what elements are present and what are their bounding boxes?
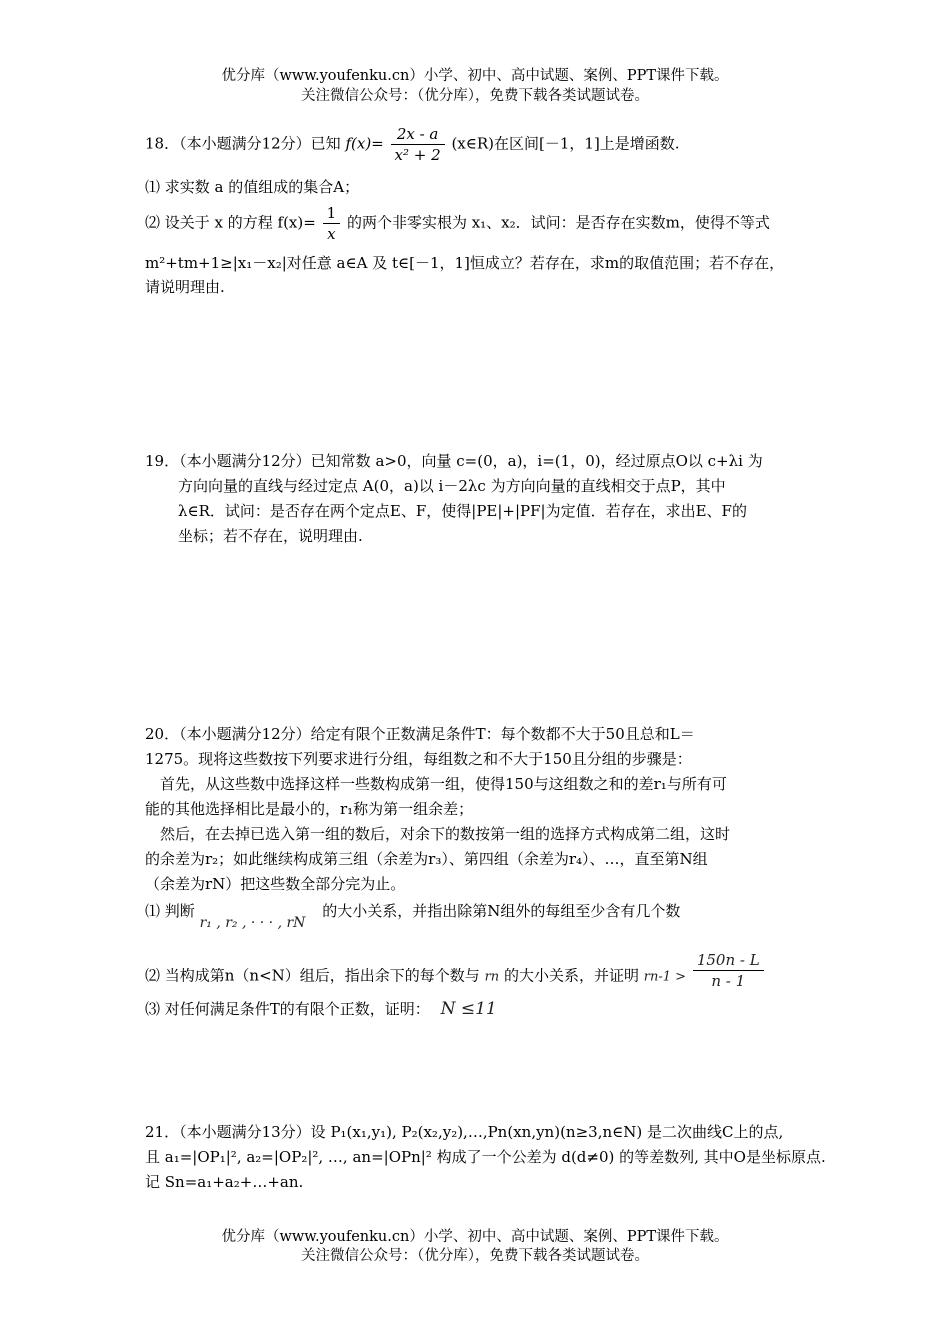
q20-part2-rn1: rn-1 > <box>643 969 687 985</box>
q18-part2-frac-den: x <box>327 225 336 243</box>
q20-line-3: 首先，从这些数中选择这样一些数构成第一组，使得150与这组数之和的差r₁与所有可 <box>160 775 727 793</box>
q20-part1-b: 的大小关系，并指出除第N组外的每组至少含有几个数 <box>322 902 681 920</box>
q20-part3-a: ⑶ 对任何满足条件T的有限个正数，证明： <box>145 1000 430 1018</box>
q18-stem <box>145 124 680 165</box>
q18-part2-a: ⑵ 设关于 x 的方程 f(x)= <box>145 213 316 232</box>
header-line-2: 关注微信公众号：（优分库），免费下载各类试题试卷。 <box>301 88 649 104</box>
q18-part1: ⑴ 求实数 a 的值组成的集合A； <box>145 178 360 196</box>
q20-part2-fraction <box>693 950 764 991</box>
q19-line-4: 坐标；若不存在，说明理由. <box>178 527 363 545</box>
q18-part2-fraction <box>323 203 341 244</box>
q21-line-1: 21．（本小题满分13分）设 P₁(x₁,y₁), P₂(x₂,y₂),…,Pn(xn,yn)(n≥3,n∈N) 是二次曲线C上的点, <box>145 1123 784 1141</box>
q20-line-7: （余差为rN）把这些数全部分完为止。 <box>145 875 406 893</box>
q20-part2-rn: rn <box>484 969 500 985</box>
q18-frac-den: x² + 2 <box>394 146 441 164</box>
q21-line-2: 且 a₁=|OP₁|², a₂=|OP₂|², …, an=|OPn|² 构成了一个公差为 d(d≠0) 的等差数列, 其中O是坐标原点. <box>145 1148 826 1166</box>
q19-line-2: 方向向量的直线与经过定点 A(0，a)以 i－2λc 为方向向量的直线相交于点P，其中 <box>178 477 726 495</box>
q18-suffix: (x∈R)在区间[－1，1]上是增函数. <box>451 134 680 153</box>
q20-part3-math: N ≤11 <box>440 999 497 1019</box>
q20-part2-frac-den: n - 1 <box>711 972 746 990</box>
q18-part2 <box>145 203 770 244</box>
q20-part2 <box>145 951 766 997</box>
q18-frac-num: 2x - a <box>391 124 445 145</box>
q19-line-3: λ∈R．试问：是否存在两个定点E、F，使得|PE|+|PF|为定值．若存在，求出E、F的 <box>178 502 747 520</box>
q20-part1-a: ⑴ 判断 <box>145 902 195 920</box>
q18-fraction <box>391 124 445 165</box>
q20-line-1: 20．（本小题满分12分）给定有限个正数满足条件T：每个数都不大于50且总和L＝ <box>145 725 695 743</box>
q20-part2-frac-num: 150n - L <box>693 950 764 971</box>
q21-line-3: 记 Sn=a₁+a₂+…+an. <box>145 1173 304 1191</box>
q20-line-4: 能的其他选择相比是最小的，r₁称为第一组余差； <box>145 800 474 818</box>
q20-part2-b: 的大小关系，并证明 <box>503 966 639 985</box>
footer-line-1: 优分库（www.youfenku.cn）小学、初中、高中试题、案例、PPT课件下载。 <box>221 1229 729 1245</box>
q18-part2-line2: m²+tm+1≥|x₁－x₂|对任意 a∈A 及 t∈[－1，1]恒成立？若存在，求m的取值范围；若不存在， <box>145 254 785 272</box>
q18-fx: f(x)= <box>345 134 384 153</box>
q20-line-5: 然后，在去掉已选入第一组的数后，对余下的数按第一组的选择方式构成第二组，这时 <box>160 825 731 843</box>
q18-part2-frac-num: 1 <box>323 203 341 224</box>
q20-part1 <box>145 900 681 931</box>
q18-prefix: 18．（本小题满分12分）已知 <box>145 134 341 153</box>
q20-line-6: 的余差为r₂；如此继续构成第三组（余差为r₃）、第四组（余差为r₄）、…，直至第N组 <box>145 850 708 868</box>
q18-part2-b: 的两个非零实根为 x₁、x₂．试问：是否存在实数m，使得不等式 <box>346 213 770 232</box>
q18-part2-line3: 请说明理由. <box>145 278 225 296</box>
footer-line-2: 关注微信公众号：（优分库），免费下载各类试题试卷。 <box>301 1248 649 1264</box>
q20-line-2: 1275。现将这些数按下列要求进行分组，每组数之和不大于150且分组的步骤是： <box>145 750 692 768</box>
q20-part1-math: r₁ , r₂ , · · · , rN <box>199 915 306 931</box>
q19-line-1: 19．（本小题满分12分）已知常数 a>0，向量 c=(0，a)，i=(1，0)，经过原点O以 c+λi 为 <box>145 452 763 470</box>
q20-part2-a: ⑵ 当构成第n（n<N）组后，指出余下的每个数与 <box>145 966 480 985</box>
q20-part3 <box>145 998 497 1020</box>
header-line-1: 优分库（www.youfenku.cn）小学、初中、高中试题、案例、PPT课件下载。 <box>221 68 729 84</box>
